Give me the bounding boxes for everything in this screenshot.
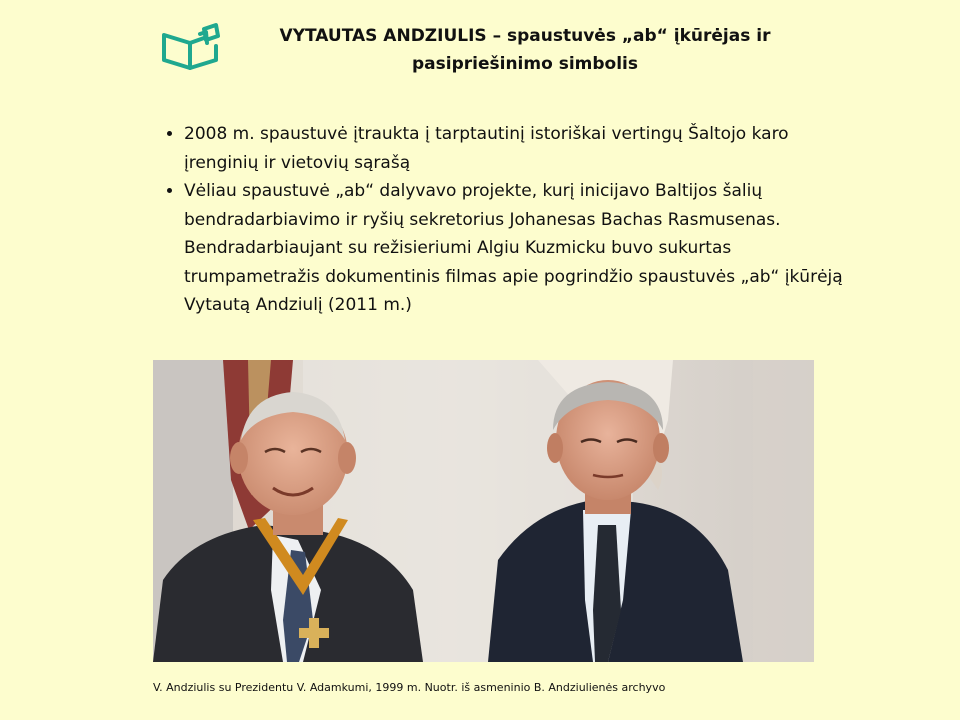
list-item: • Vėliau spaustuvė „ab“ dalyvavo projekte, kurį inicijavo Baltijos šalių bendradarbiavimo ir ryšių sekretorius Johanesas Bachas Rasmusenas. Bendradarbiaujant su režisieriumi Algiu Kuzmicku buvo sukurtas trumpametražis dokumentinis filmas apie pogrindžio spaustuvės „ab“ įkūrėją Vytautą Andziulį (2011 m.)	[184, 177, 844, 320]
list-item: • 2008 m. spaustuvė įtraukta į tarptautinį istoriškai vertingų Šaltojo karo įrenginių ir vietovių sąrašą	[184, 120, 844, 177]
bullet-list	[162, 120, 844, 320]
historical-photo	[153, 360, 814, 662]
photo-caption: V. Andziulis su Prezidentu V. Adamkumi, 1999 m. Nuotr. iš asmeninio B. Andziulienės archyvo	[153, 681, 666, 694]
page-title: VYTAUTAS ANDZIULIS – spaustuvės „ab“ įkūrėjas ir pasipriešinimo simbolis	[279, 26, 771, 74]
open-book-icon	[160, 22, 222, 72]
